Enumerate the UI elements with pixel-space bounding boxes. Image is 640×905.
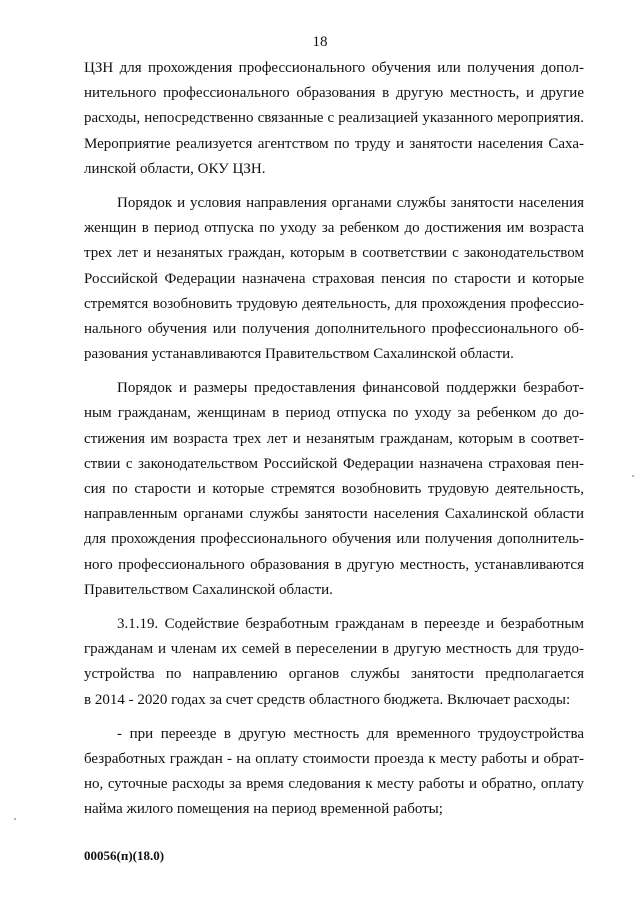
paragraph [84,722,584,823]
scan-speck [14,818,16,820]
text-line: разования устанавливаются Правительством Сахалинской области. [84,346,514,363]
text-line: 3.1.19. Содействие безработным гражданам в переезде и безработным [117,615,584,632]
text-line: но, суточные расходы за время следования к месту работы и обратно, оплату [84,776,584,793]
paragraph-spacing [84,182,584,191]
text-line: для прохождения профессионального обучения или получения дополнитель- [84,531,584,548]
text-line: расходы, непосредственно связанные с реализацией указанного мероприятия. [84,110,584,127]
text-line: - при переезде в другую местность для временного трудоустройства [117,725,584,742]
text-line: ного профессионального образования в другую местность, устанавливаются [84,556,584,573]
text-line: стижения им возраста трех лет и незанятым гражданам, которым в соответ- [84,430,584,447]
text-line: устройства по направлению органов службы занятости предполагается [84,666,584,683]
text-line: в 2014 - 2020 годах за счет средств областного бюджета. Включает расходы: [84,691,571,708]
paragraph-spacing [84,603,584,612]
body-text [84,56,584,822]
text-line: сия по старости и которые стремятся возобновить трудовую деятельность, [84,481,584,497]
text-line: женщин в период отпуска по уходу за ребенком до достижения им возраста [84,220,584,237]
text-line: трех лет и незанятых граждан, которым в соответствии с законодательством [84,245,584,262]
text-line: Мероприятие реализуется агентством по труду и занятости населения Саха- [84,135,584,152]
text-line: ным гражданам, женщинам в период отпуска по уходу за ребенком до до- [84,405,584,422]
text-line: нального обучения или получения дополнительного профессионального об- [84,320,584,337]
paragraph [84,191,584,367]
text-line: линской области, ОКУ ЦЗН. [84,160,266,177]
paragraph-spacing [84,367,584,376]
text-line: Порядок и условия направления органами службы занятости населения [117,194,584,211]
text-line: нительного профессионального образования в другую местность, и другие [84,85,584,102]
paragraph [84,376,584,603]
text-line: ЦЗН для прохождения профессионального обучения или получения допол- [84,60,584,76]
text-line: безработных граждан - на оплату стоимости проезда к месту работы и обрат- [84,750,584,767]
text-line: найма жилого помещения на период временной работы; [84,801,443,818]
scan-speck [632,475,634,477]
text-line: Порядок и размеры предоставления финансовой поддержки безработ- [117,380,584,397]
paragraph [84,612,584,713]
text-line: ствии с законодательством Российской Федерации назначена страховая пен- [84,455,584,472]
text-line: Российской Федерации назначена страховая пенсия по старости и которые [84,270,584,287]
text-line: Правительством Сахалинской области. [84,581,333,598]
paragraph-spacing [84,713,584,722]
page-number: 18 [312,34,328,50]
document-code: 00056(п)(18.0) [84,848,165,863]
text-line: гражданам и членам их семей в переселении в другую местность для трудо- [84,641,584,658]
text-line: направленным органами службы занятости населения Сахалинской области [84,506,584,523]
paragraph [84,56,584,182]
text-line: стремятся возобновить трудовую деятельность, для прохождения профессио- [84,295,584,312]
